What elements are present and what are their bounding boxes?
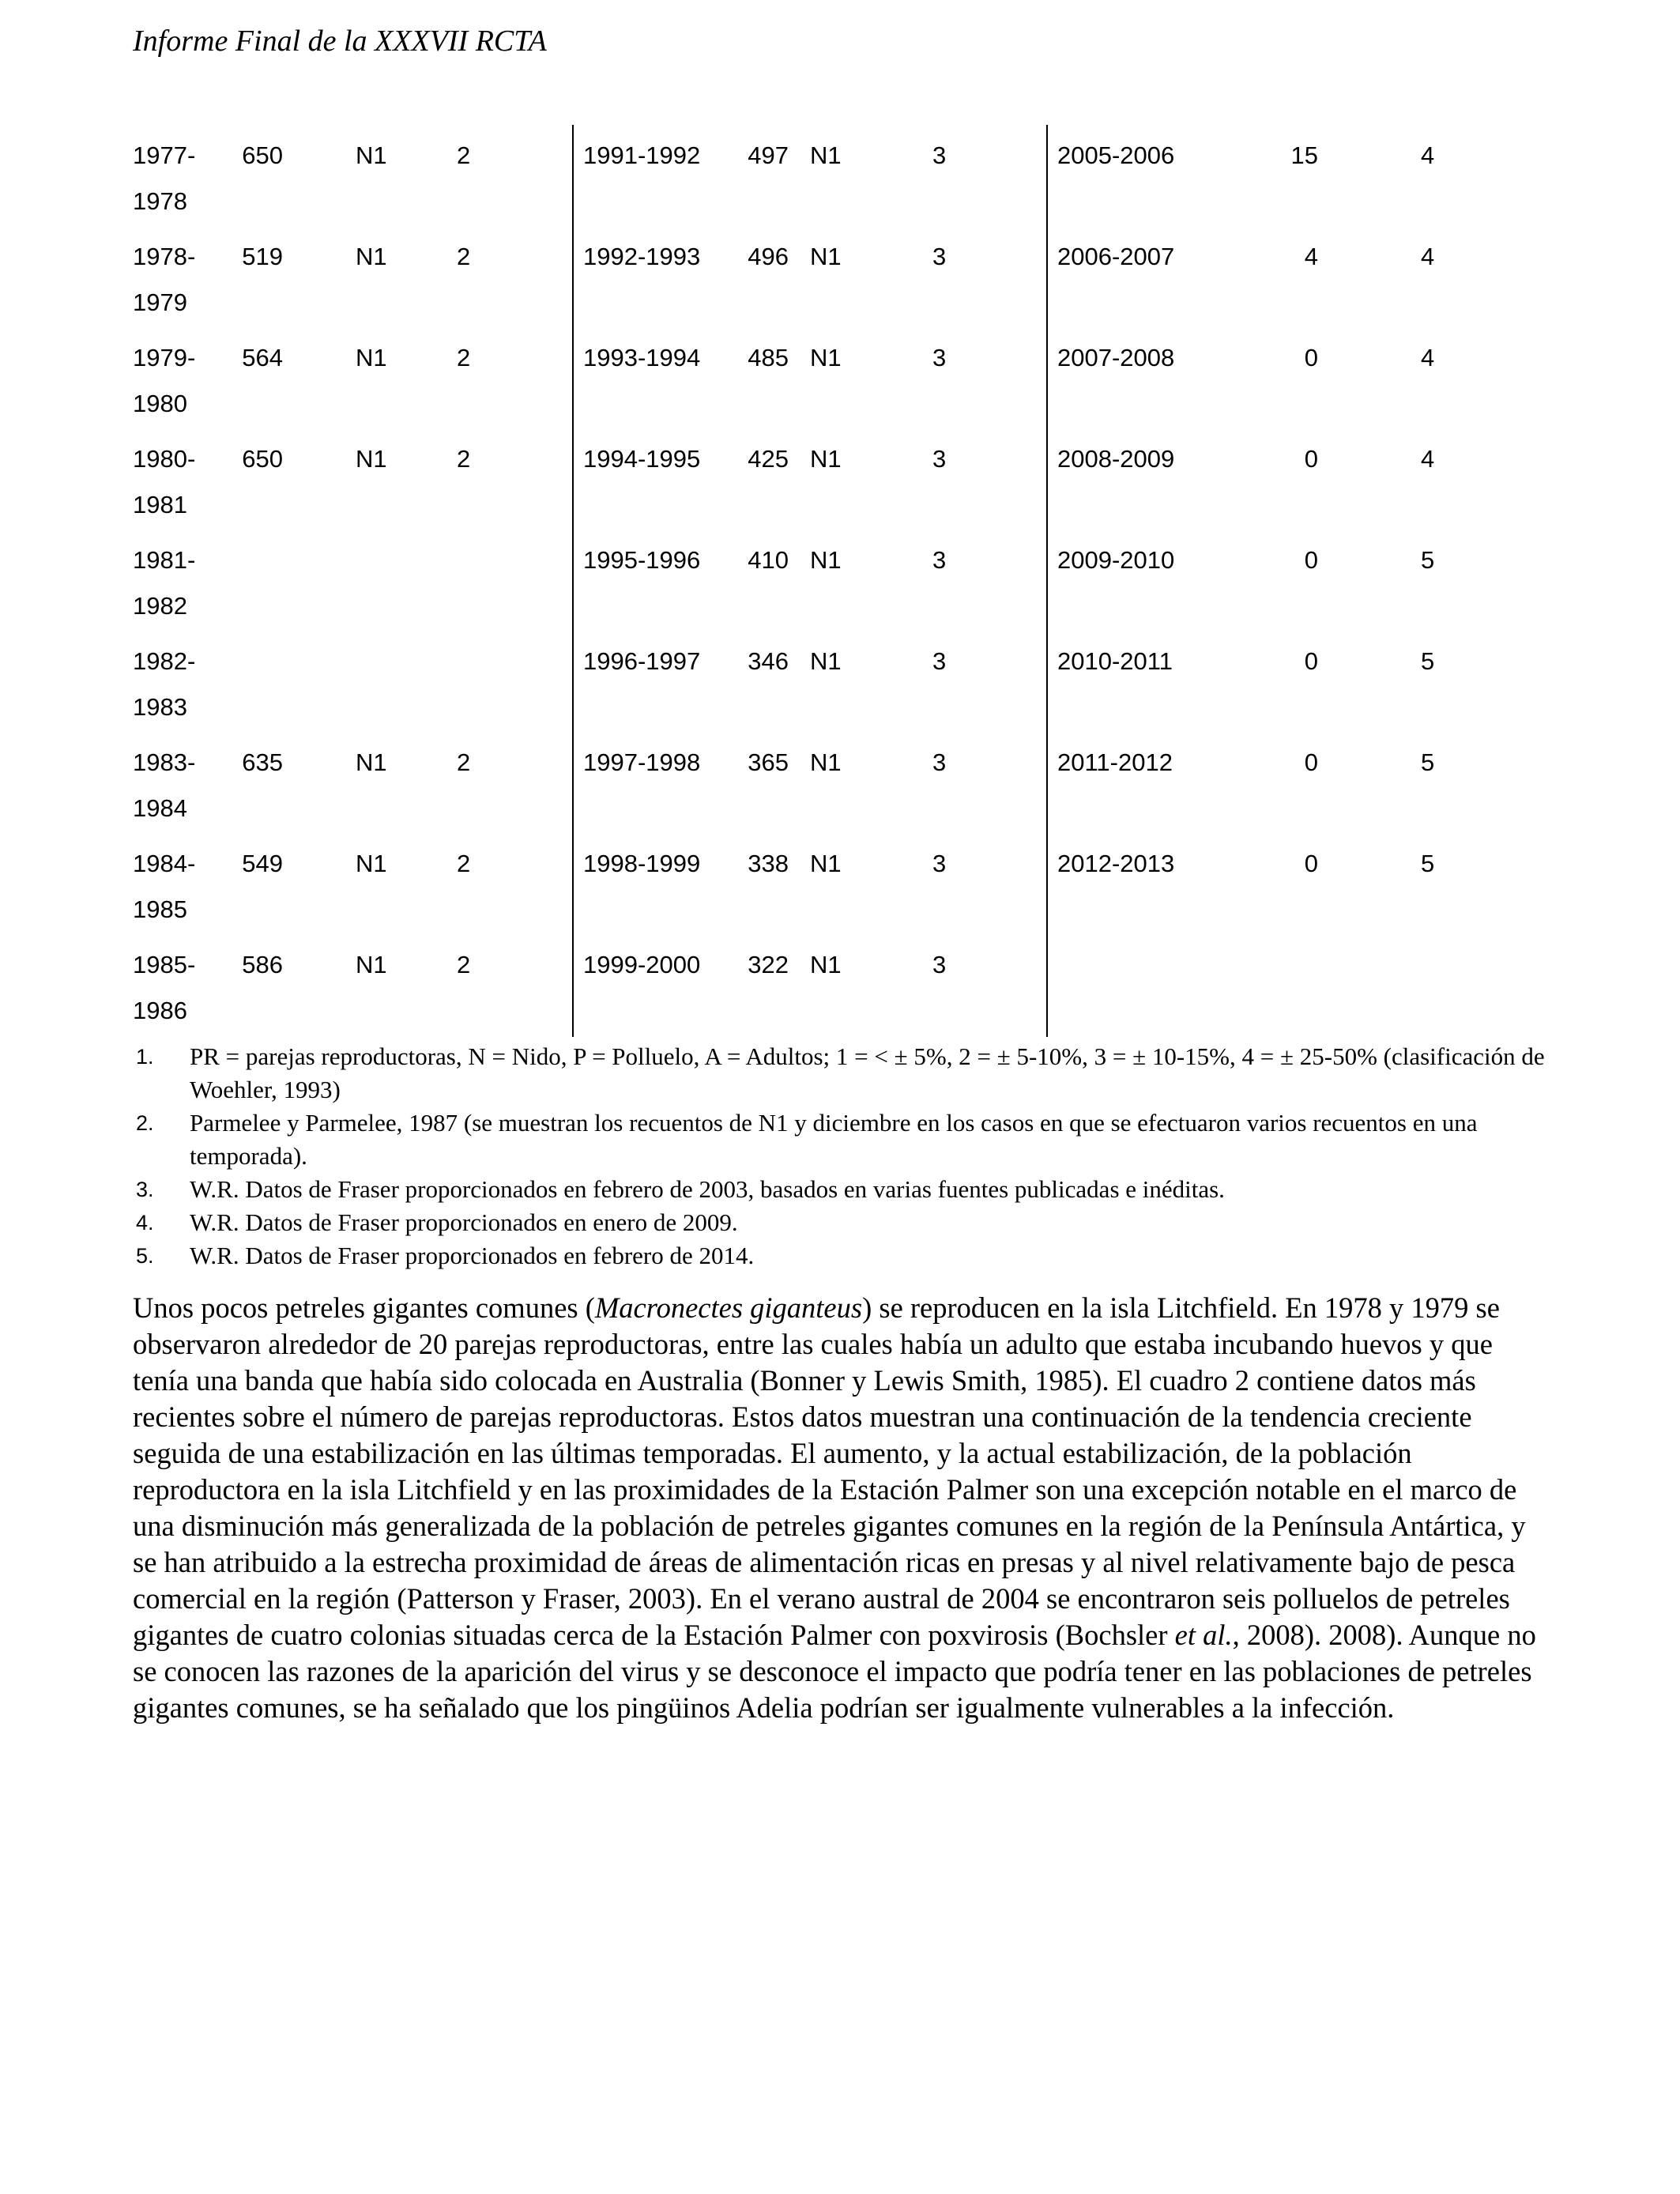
footnote bbox=[133, 1206, 1547, 1239]
unit-cell: N1 bbox=[810, 647, 842, 675]
season-cell: 1978-1979 bbox=[133, 243, 196, 316]
source-cell: 4 bbox=[1421, 141, 1435, 169]
season-cell: 2010-2011 bbox=[1057, 647, 1173, 675]
unit-cell: N1 bbox=[356, 951, 387, 978]
season-cell: 2011-2012 bbox=[1057, 748, 1173, 776]
count-cell: 519 bbox=[242, 243, 283, 270]
count-cell: 564 bbox=[242, 344, 283, 371]
source-cell: 3 bbox=[932, 647, 947, 675]
footnote-text: W.R. Datos de Fraser proporcionados en febrero de 2014. bbox=[190, 1242, 755, 1269]
count-cell: 497 bbox=[748, 141, 789, 169]
unit-cell: N1 bbox=[356, 141, 387, 169]
season-cell: 2006-2007 bbox=[1057, 243, 1175, 270]
source-cell: 3 bbox=[932, 445, 947, 473]
footnote bbox=[133, 1239, 1547, 1272]
count-cell: 650 bbox=[242, 141, 283, 169]
source-cell: 4 bbox=[1421, 445, 1435, 473]
count-cell: 338 bbox=[748, 850, 789, 877]
footnote-text: Parmelee y Parmelee, 1987 (se muestran los recuentos de N1 y diciembre en los casos en que se efectuaron varios recuentos en una temporada). bbox=[190, 1109, 1478, 1170]
footnote-text: W.R. Datos de Fraser proporcionados en enero de 2009. bbox=[190, 1208, 738, 1236]
season-cell: 1984-1985 bbox=[133, 850, 196, 923]
table-row bbox=[133, 327, 1634, 428]
footnotes bbox=[133, 1040, 1547, 1272]
season-cell: 1985-1986 bbox=[133, 951, 196, 1024]
season-cell: 1994-1995 bbox=[583, 445, 701, 473]
season-cell: 1997-1998 bbox=[583, 748, 701, 776]
table-row bbox=[133, 732, 1634, 833]
season-cell: 1996-1997 bbox=[583, 647, 701, 675]
season-cell: 2005-2006 bbox=[1057, 141, 1175, 169]
count-cell: 0 bbox=[1304, 748, 1318, 776]
table-row bbox=[133, 833, 1634, 934]
footnote-text: PR = parejas reproductoras, N = Nido, P = Polluelo, A = Adultos; 1 = < ± 5%, 2 = ± 5-10%, 3 = ± 10-15%, 4 = ± 25-50% (clasificación de Woehler, 1993) bbox=[190, 1042, 1545, 1103]
unit-cell: N1 bbox=[810, 243, 842, 270]
count-cell: 0 bbox=[1304, 546, 1318, 574]
count-cell: 410 bbox=[748, 546, 789, 574]
count-cell: 549 bbox=[242, 850, 283, 877]
season-cell: 2008-2009 bbox=[1057, 445, 1175, 473]
paragraph-text: , 2008). 2008). Aunque no se conocen las razones de la aparición del virus y se desconoce el impacto que podría tener en las poblaciones de petreles gigantes comunes, se ha señalado que los pingüinos Adelia podrían ser igualmente vulnerables a la infección. bbox=[133, 1619, 1536, 1724]
footnote-number: 2. bbox=[136, 1111, 154, 1135]
season-cell: 1980-1981 bbox=[133, 445, 196, 518]
source-cell: 5 bbox=[1421, 546, 1435, 574]
unit-cell: N1 bbox=[356, 445, 387, 473]
season-cell: 1982-1983 bbox=[133, 647, 196, 721]
page-header: Informe Final de la XXXVII RCTA bbox=[133, 25, 547, 58]
season-cell: 2009-2010 bbox=[1057, 546, 1175, 574]
source-cell: 5 bbox=[1421, 850, 1435, 877]
source-cell: 3 bbox=[932, 141, 947, 169]
season-cell: 1979-1980 bbox=[133, 344, 196, 417]
table-row bbox=[133, 428, 1634, 530]
unit-cell: N1 bbox=[810, 344, 842, 371]
source-cell: 3 bbox=[932, 748, 947, 776]
source-cell: 3 bbox=[932, 344, 947, 371]
source-cell: 3 bbox=[932, 850, 947, 877]
count-cell: 0 bbox=[1304, 647, 1318, 675]
season-cell: 1981-1982 bbox=[133, 546, 196, 620]
count-cell: 425 bbox=[748, 445, 789, 473]
species-name: Macronectes giganteus bbox=[594, 1291, 863, 1324]
count-cell: 586 bbox=[242, 951, 283, 978]
count-cell: 635 bbox=[242, 748, 283, 776]
unit-cell: N1 bbox=[810, 951, 842, 978]
source-cell: 3 bbox=[932, 546, 947, 574]
season-cell: 1992-1993 bbox=[583, 243, 701, 270]
source-cell: 4 bbox=[1421, 344, 1435, 371]
footnote bbox=[133, 1040, 1547, 1106]
unit-cell: N1 bbox=[356, 850, 387, 877]
source-cell: 5 bbox=[1421, 748, 1435, 776]
unit-cell: N1 bbox=[356, 243, 387, 270]
footnote-number: 3. bbox=[136, 1178, 154, 1201]
count-cell: 0 bbox=[1304, 344, 1318, 371]
season-cell: 1995-1996 bbox=[583, 546, 701, 574]
unit-cell: N1 bbox=[810, 445, 842, 473]
footnote-text: W.R. Datos de Fraser proporcionados en febrero de 2003, basados en varias fuentes publicadas e inéditas. bbox=[190, 1175, 1225, 1203]
count-cell: 322 bbox=[748, 951, 789, 978]
source-cell: 2 bbox=[457, 748, 471, 776]
count-cell: 15 bbox=[1290, 141, 1318, 169]
count-cell: 496 bbox=[748, 243, 789, 270]
unit-cell: N1 bbox=[356, 748, 387, 776]
source-cell: 2 bbox=[457, 344, 471, 371]
season-cell: 1977-1978 bbox=[133, 141, 196, 215]
count-cell: 365 bbox=[748, 748, 789, 776]
citation-etal: et al. bbox=[1174, 1619, 1233, 1651]
footnote bbox=[133, 1173, 1547, 1206]
body-paragraph bbox=[133, 1290, 1547, 1726]
source-cell: 2 bbox=[457, 951, 471, 978]
unit-cell: N1 bbox=[810, 141, 842, 169]
count-cell: 485 bbox=[748, 344, 789, 371]
footnote bbox=[133, 1106, 1547, 1173]
season-cell: 2007-2008 bbox=[1057, 344, 1175, 371]
source-cell: 3 bbox=[932, 951, 947, 978]
source-cell: 2 bbox=[457, 243, 471, 270]
table-row bbox=[133, 934, 1634, 1035]
unit-cell: N1 bbox=[356, 344, 387, 371]
paragraph-text: Unos pocos petreles gigantes comunes ( bbox=[133, 1291, 595, 1324]
source-cell: 4 bbox=[1421, 243, 1435, 270]
source-cell: 3 bbox=[932, 243, 947, 270]
source-cell: 2 bbox=[457, 141, 471, 169]
paragraph-text: ) se reproducen en la isla Litchfield. En 1978 y 1979 se observaron alrededor de 20 parejas reproductoras, entre las cuales había un adulto que estaba incubando huevos y que tenía una banda que había sido colocada en Australia (Bonner y Lewis Smith, 1985). El cuadro 2 contiene datos más recientes sobre el número de parejas reproductoras. Estos datos muestran una continuación de la tendencia creciente seguida de una estabilización en las últimas temporadas. El aumento, y la actual estabilización, de la población reproductora en la isla Litchfield y en las proximidades de la Estación Palmer son una excepción notable en el marco de una disminución más generalizada de la población de petreles gigantes comunes en la región de la Península Antártica, y se han atribuido a la estrecha proximidad de áreas de alimentación ricas en presas y al nivel relativamente bajo de pesca comercial en la región (Patterson y Fraser, 2003). En el verano austral de 2004 se encontraron seis polluelos de petreles gigantes de cuatro colonias situadas cerca de la Estación Palmer con poxvirosis (Bochsler bbox=[133, 1291, 1526, 1651]
season-cell: 1983-1984 bbox=[133, 748, 196, 822]
season-cell: 2012-2013 bbox=[1057, 850, 1175, 877]
unit-cell: N1 bbox=[810, 850, 842, 877]
season-cell: 1991-1992 bbox=[583, 141, 701, 169]
table-row bbox=[133, 125, 1634, 226]
source-cell: 2 bbox=[457, 445, 471, 473]
source-cell: 5 bbox=[1421, 647, 1435, 675]
table-row bbox=[133, 226, 1634, 327]
unit-cell: N1 bbox=[810, 546, 842, 574]
season-cell: 1993-1994 bbox=[583, 344, 701, 371]
season-cell: 1998-1999 bbox=[583, 850, 701, 877]
count-cell: 650 bbox=[242, 445, 283, 473]
count-cell: 0 bbox=[1304, 445, 1318, 473]
count-cell: 0 bbox=[1304, 850, 1318, 877]
table-row bbox=[133, 530, 1634, 631]
source-cell: 2 bbox=[457, 850, 471, 877]
footnote-number: 5. bbox=[136, 1244, 154, 1268]
table-row bbox=[133, 631, 1634, 732]
footnote-number: 1. bbox=[136, 1045, 154, 1069]
footnote-number: 4. bbox=[136, 1211, 154, 1235]
count-cell: 4 bbox=[1304, 243, 1318, 270]
season-cell: 1999-2000 bbox=[583, 951, 701, 978]
count-cell: 346 bbox=[748, 647, 789, 675]
unit-cell: N1 bbox=[810, 748, 842, 776]
